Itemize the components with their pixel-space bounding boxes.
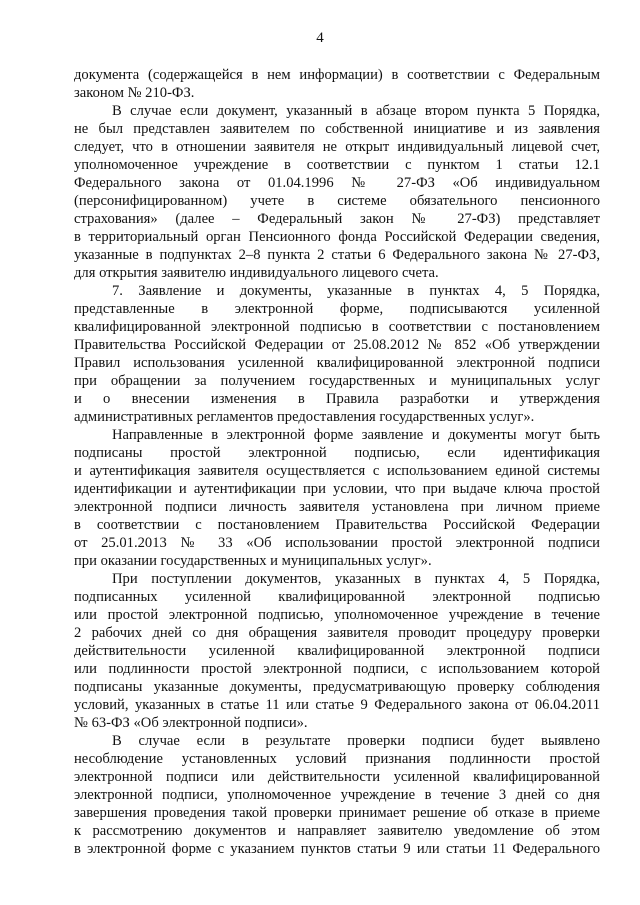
text-line: документа (содержащейся в нем информации) в соответствии с Федеральным: [74, 67, 600, 83]
paragraph: [74, 282, 600, 426]
text-line: 7. Заявление и документы, указанные в пунктах 4, 5 Порядка,: [112, 283, 600, 299]
text-line: и аутентификация заявителя осуществляется с использованием единой системы: [74, 463, 600, 479]
text-line: При поступлении документов, указанных в пунктах 4, 5 Порядка,: [112, 571, 600, 587]
paragraph: [74, 102, 600, 282]
text-line: для открытия заявителю индивидуального лицевого счета.: [74, 265, 439, 281]
text-line: страхования» (далее – Федеральный закон № 27-ФЗ) представляет: [74, 211, 600, 227]
text-line: к рассмотрению документов и направляет заявителю уведомление об этом: [74, 823, 600, 839]
page-number: 4: [316, 30, 324, 46]
text-line: Правительства Российской Федерации от 25.08.2012 № 852 «Об утверждении: [74, 337, 600, 353]
text-line: несоблюдение установленных условий признания подлинности простой: [74, 751, 600, 767]
text-line: электронной подписи, уполномоченное учреждение в течение 3 дней со дня: [74, 787, 600, 803]
text-line: и о внесении изменения в Правила разработки и утверждения: [74, 391, 600, 407]
text-line: подписаны указанные документы, предусматривающую проверку соблюдения: [74, 679, 600, 695]
text-line: не был представлен заявителем по собственной инициативе и из заявления: [74, 121, 600, 137]
paragraph: [74, 66, 600, 102]
text-line: в соответствии с постановлением Правительства Российской Федерации: [74, 517, 600, 533]
text-line: законом № 210-ФЗ.: [74, 85, 195, 101]
text-line: № 63-ФЗ «Об электронной подписи».: [74, 715, 308, 731]
text-line: при обращении за получением государственных и муниципальных услуг: [74, 373, 600, 389]
text-line: действительности усиленной квалифицированной электронной подписи: [74, 643, 600, 659]
paragraph: [74, 570, 600, 732]
text-line: или простой электронной подписью, уполномоченное учреждение в течение: [74, 607, 600, 623]
text-line: в территориальный орган Пенсионного фонда Российской Федерации сведения,: [74, 229, 600, 245]
text-line: квалифицированной электронной подписью в соответствии с постановлением: [74, 319, 600, 335]
text-line: в электронной форме с указанием пунктов статьи 9 или статьи 11 Федерального: [74, 841, 600, 857]
text-line: электронной подписи личность заявителя установлена при личном приеме: [74, 499, 600, 515]
text-line: (персонифицированном) учете в системе обязательного пенсионного: [74, 193, 600, 209]
paragraph: [74, 732, 600, 858]
text-line: подписаны простой электронной подписью, если идентификация: [74, 445, 600, 461]
text-line: Направленные в электронной форме заявление и документы могут быть: [112, 427, 600, 443]
text-line: условий, указанных в статье 11 или статье 9 Федерального закона от 06.04.2011: [74, 697, 600, 713]
text-line: уполномоченное учреждение в соответствии с пунктом 1 статьи 12.1: [74, 157, 600, 173]
document-body: [74, 66, 600, 858]
text-line: Федерального закона от 01.04.1996 № 27-ФЗ «Об индивидуальном: [74, 175, 600, 191]
text-line: идентификации и аутентификации при условии, что при выдаче ключа простой: [74, 481, 600, 497]
text-line: следует, что в отношении заявителя не открыт индивидуальный лицевой счет,: [74, 139, 600, 155]
text-line: В случае если документ, указанный в абзаце втором пункта 5 Порядка,: [112, 103, 600, 119]
text-line: завершения проведения такой проверки принимает решение об отказе в приеме: [74, 805, 600, 821]
text-line: электронной подписи или действительности усиленной квалифицированной: [74, 769, 600, 785]
text-line: 2 рабочих дней со дня обращения заявителя проводит процедуру проверки: [74, 625, 600, 641]
text-line: административных регламентов предоставления государственных услуг».: [74, 409, 535, 425]
text-line: при оказании государственных и муниципальных услуг».: [74, 553, 432, 569]
paragraph: [74, 426, 600, 570]
text-line: указанные в подпунктах 2–8 пункта 2 статьи 6 Федерального закона № 27-ФЗ,: [74, 247, 600, 263]
text-line: Правил использования усиленной квалифицированной электронной подписи: [74, 355, 600, 371]
text-line: В случае если в результате проверки подписи будет выявлено: [112, 733, 600, 749]
text-line: представленные в электронной форме, подписываются усиленной: [74, 301, 600, 317]
text-line: подписанных усиленной квалифицированной электронной подписью: [74, 589, 600, 605]
text-line: от 25.01.2013 № 33 «Об использовании простой электронной подписи: [74, 535, 600, 551]
text-line: или подлинности простой электронной подписи, с использованием которой: [74, 661, 600, 677]
